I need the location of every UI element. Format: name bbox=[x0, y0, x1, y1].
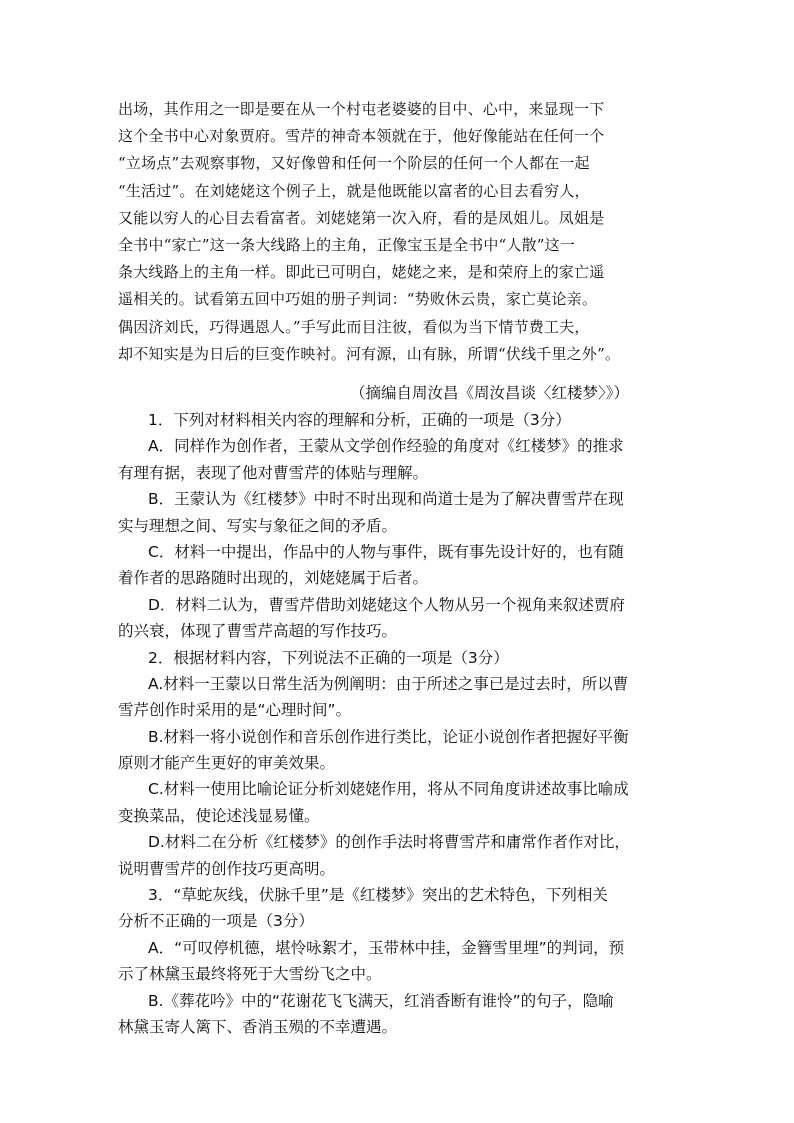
question-line: 变换菜品，使论述浅显易懂。 bbox=[118, 806, 320, 825]
question-line: 2．根据材料内容，下列说法不正确的一项是（3分） bbox=[148, 648, 509, 667]
passage-line: “生活过”。在刘姥姥这个例子上，就是他既能以富者的心目去看穷人， bbox=[118, 181, 590, 200]
question-line: A．同样作为创作者，王蒙从文学创作经验的角度对《红楼梦》的推求 bbox=[148, 437, 624, 456]
passage-line: 条大线路上的主角一样。即此已可明白，姥姥之来，是和荣府上的家亡遥 bbox=[118, 263, 605, 282]
passage-line: 却不知实是为日后的巨变作映衬。河有源，山有脉，所谓“伏线千里之外”。 bbox=[118, 344, 621, 363]
question-line: C.材料一使用比喻论证分析刘姥姥作用，将从不同角度讲述故事比喻成 bbox=[148, 780, 629, 799]
passage-block bbox=[118, 96, 688, 368]
question-line: 原则才能产生更好的审美效果。 bbox=[118, 754, 336, 773]
question-line: 林黛玉寄人篱下、香消玉殒的不幸遭遇。 bbox=[118, 1017, 398, 1036]
passage-line: 这个全书中心对象贾府。雪芹的神奇本领就在于，他好像能站在任何一个 bbox=[118, 127, 605, 146]
question-line: 说明曹雪芹的创作技巧更高明。 bbox=[118, 859, 336, 878]
passage-line: 又能以穷人的心目去看富者。刘姥姥第一次入府，看的是凤姐儿。凤姐是 bbox=[118, 208, 605, 227]
question-line: B.《葬花吟》中的“花谢花飞飞满天，红消香断有谁怜”的句子，隐喻 bbox=[148, 991, 614, 1010]
question-line: 分析不正确的一项是（3分） bbox=[118, 912, 314, 931]
passage-line: 全书中“家亡”这一条大线路上的主角，正像宝玉是全书中“人散”这一 bbox=[118, 235, 576, 254]
question-line: 雪芹创作时采用的是“心理时间”。 bbox=[118, 701, 352, 720]
question-line: A．“可叹停机德，堪怜咏絮才，玉带林中挂，金簪雪里埋”的判词，预 bbox=[148, 938, 625, 957]
passage-line: 出场，其作用之一即是要在从一个村屯老婆婆的目中、心中，来显现一下 bbox=[118, 100, 605, 118]
question-line: B．王蒙认为《红楼梦》中时不时出现和尚道士是为了解决曹雪芹在现 bbox=[148, 490, 624, 509]
question-line: 着作者的思路随时出现的，刘姥姥属于后者。 bbox=[118, 569, 429, 588]
question-line: 的兴衰，体现了曹雪芹高超的写作技巧。 bbox=[118, 622, 398, 641]
question-line: 示了林黛玉最终将死于大雪纷飞之中。 bbox=[118, 965, 382, 984]
passage-line: 偶因济刘氏，巧得遇恩人。”手写此而目注彼，看似为当下情节费工夫， bbox=[118, 317, 590, 336]
question-line: D.材料二在分析《红楼梦》的创作手法时将曹雪芹和庸常作者作对比， bbox=[148, 833, 630, 852]
question-line: 3．“草蛇灰线，伏脉千里”是《红楼梦》突出的艺术特色，下列相关 bbox=[148, 886, 608, 905]
question-line: D．材料二认为，曹雪芹借助刘姥姥这个人物从另一个视角来叙述贾府 bbox=[148, 595, 625, 614]
questions-block bbox=[118, 407, 688, 1040]
question-line: C．材料一中提出，作品中的人物与事件，既有事先设计好的，也有随 bbox=[148, 542, 624, 561]
passage-line: “立场点”去观察事物，又好像曾和任何一个阶层的任何一个人都在一起 bbox=[118, 154, 590, 173]
question-line: 有理有据，表现了他对曹雪芹的体贴与理解。 bbox=[118, 463, 429, 482]
question-line: 1．下列对材料相关内容的理解和分析，正确的一项是（3分） bbox=[148, 411, 571, 429]
question-line: A.材料一王蒙以日常生活为例阐明：由于所述之事已是过去时，所以曹 bbox=[148, 674, 629, 693]
question-line: B.材料一将小说创作和音乐创作进行类比，论证小说创作者把握好平衡 bbox=[148, 727, 629, 746]
source-citation: （摘编自周汝昌《周汝昌谈〈红楼梦〉》） bbox=[350, 384, 630, 402]
question-line: 实与理想之间、写实与象征之间的矛盾。 bbox=[118, 516, 398, 535]
passage-line: 遥相关的。试看第五回中巧姐的册子判词：“势败休云贵，家亡莫论亲。 bbox=[118, 290, 598, 309]
